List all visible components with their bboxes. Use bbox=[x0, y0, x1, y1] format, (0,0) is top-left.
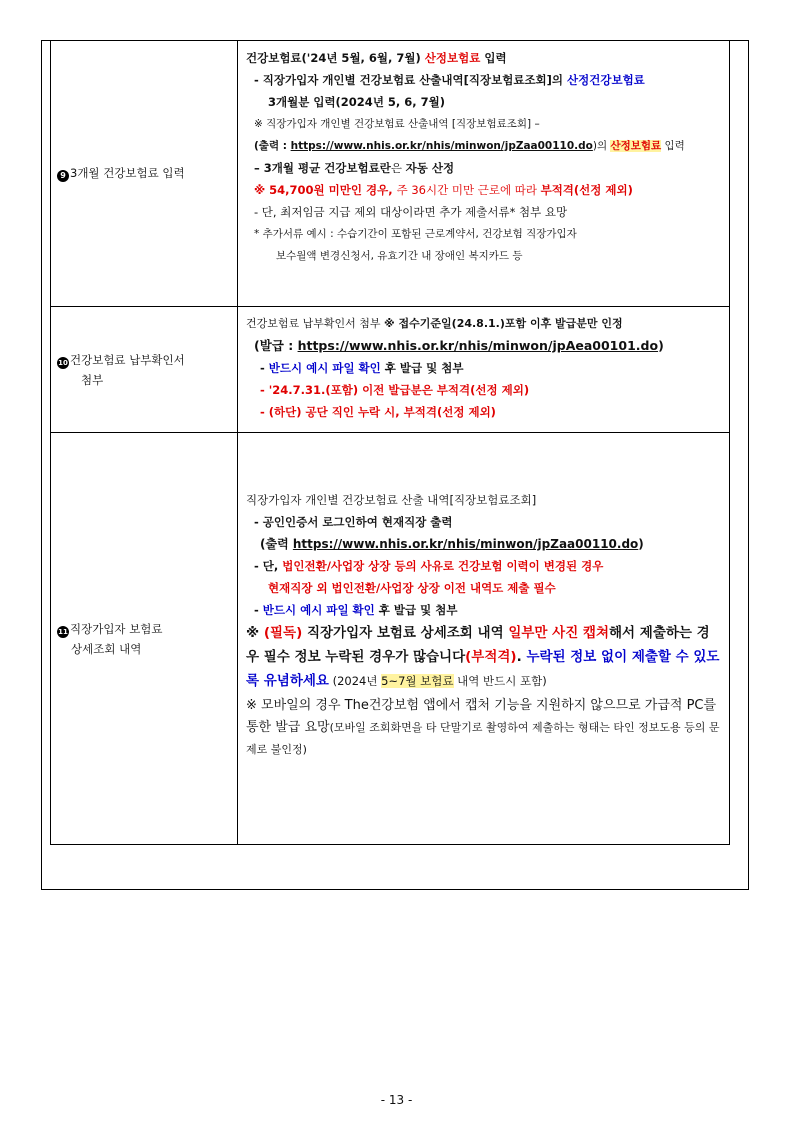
requirements-table bbox=[50, 40, 730, 845]
table-row bbox=[51, 433, 730, 845]
nhis-link[interactable]: https://www.nhis.or.kr/nhis/minwon/jpZaa00110.do bbox=[290, 140, 593, 152]
nhis-link[interactable]: https://www.nhis.or.kr/nhis/minwon/jpZaa00110.do bbox=[292, 537, 639, 551]
circled-number: 9 bbox=[57, 170, 69, 182]
row-label: 9 3개월 건강보험료 입력 bbox=[51, 41, 238, 307]
table-row bbox=[51, 41, 730, 307]
nhis-link[interactable]: https://www.nhis.or.kr/nhis/minwon/jpAea00101.do bbox=[297, 338, 659, 353]
circled-number: 10 bbox=[58, 358, 68, 367]
row-label: 11 직장가입자 보험료 상세조회 내역 bbox=[51, 433, 238, 845]
row-content: 건강보험료 납부확인서 첨부 ※ 접수기준일(24.8.1.)포함 이후 발급분만 인정 (발급 : https://www.nhis.or.kr/nhis/minwon/jpAea00101.do) - 반드시 예시 파일 확인 후 발급 및 첨부 - '24.7.31.(포함) 이전 발급분은 부적격(선정 제외) - (하단) 공단 직인 누락 시, 부적격(선정 제외) bbox=[238, 307, 730, 433]
row-content: 직장가입자 개인별 건강보험료 산출 내역[직장보험료조회] - 공인인증서 로그인하여 현재직장 출력 (출력 https://www.nhis.or.kr/nhis/minwon/jpZaa00110.do) - 단, 법인전환/사업장 상장 등의 사유로 건강보험 이력이 변경된 경우 현재직장 외 법인전환/사업장 상장 이전 내역도 제출 필수 - 반드시 예시 파일 확인 후 발급 및 첨부 ※ (필독) 직장가입자 보험료 상세조회 내역 일부만 사진 캡쳐해서 제출하는 경우 필수 정보 누락된 경우가 많습니다(부적격). 누락된 정보 없이 제출할 수 있도록 유념하세요 (2024년 5~7월 보험료 내역 반드시 포함) ※ 모바일의 경우 The건강보험 앱에서 캡처 기능을 지원하지 않으므로 가급적 PC를 통한 발급 요망(모바일 조회화면을 타 단말기로 촬영하여 제출하는 형태는 타인 정보도용 등의 문제로 불인정) bbox=[238, 433, 730, 845]
row-content: 건강보험료('24년 5월, 6월, 7월) 산정보험료 입력 - 직장가입자 개인별 건강보험료 산출내역[직장보험료조회]의 산정건강보험료 3개월분 입력(2024년 5, 6, 7월) ※ 직장가입자 개인별 건강보험료 산출내역 [직장보험료조회] – (출력 : https://www.nhis.or.kr/nhis/minwon/jpZaa00110.do)의 산정보험료 입력 – 3개월 평균 건강보험료란은 자동 산정 ※ 54,700원 미만인 경우, 주 36시간 미만 근로에 따라 부적격(선정 제외) - 단, 최저임금 지급 제외 대상이라면 추가 제출서류* 첨부 요망 * 추가서류 예시 : 수습기간이 포함된 근로계약서, 건강보험 직장가입자 보수월액 변경신청서, 유효기간 내 장애인 복지카드 등 bbox=[238, 41, 730, 307]
page-number: - 13 - bbox=[380, 1093, 413, 1107]
row-label: 10 건강보험료 납부확인서 첨부 bbox=[51, 307, 238, 433]
table-row bbox=[51, 307, 730, 433]
circled-number: 11 bbox=[58, 627, 68, 636]
